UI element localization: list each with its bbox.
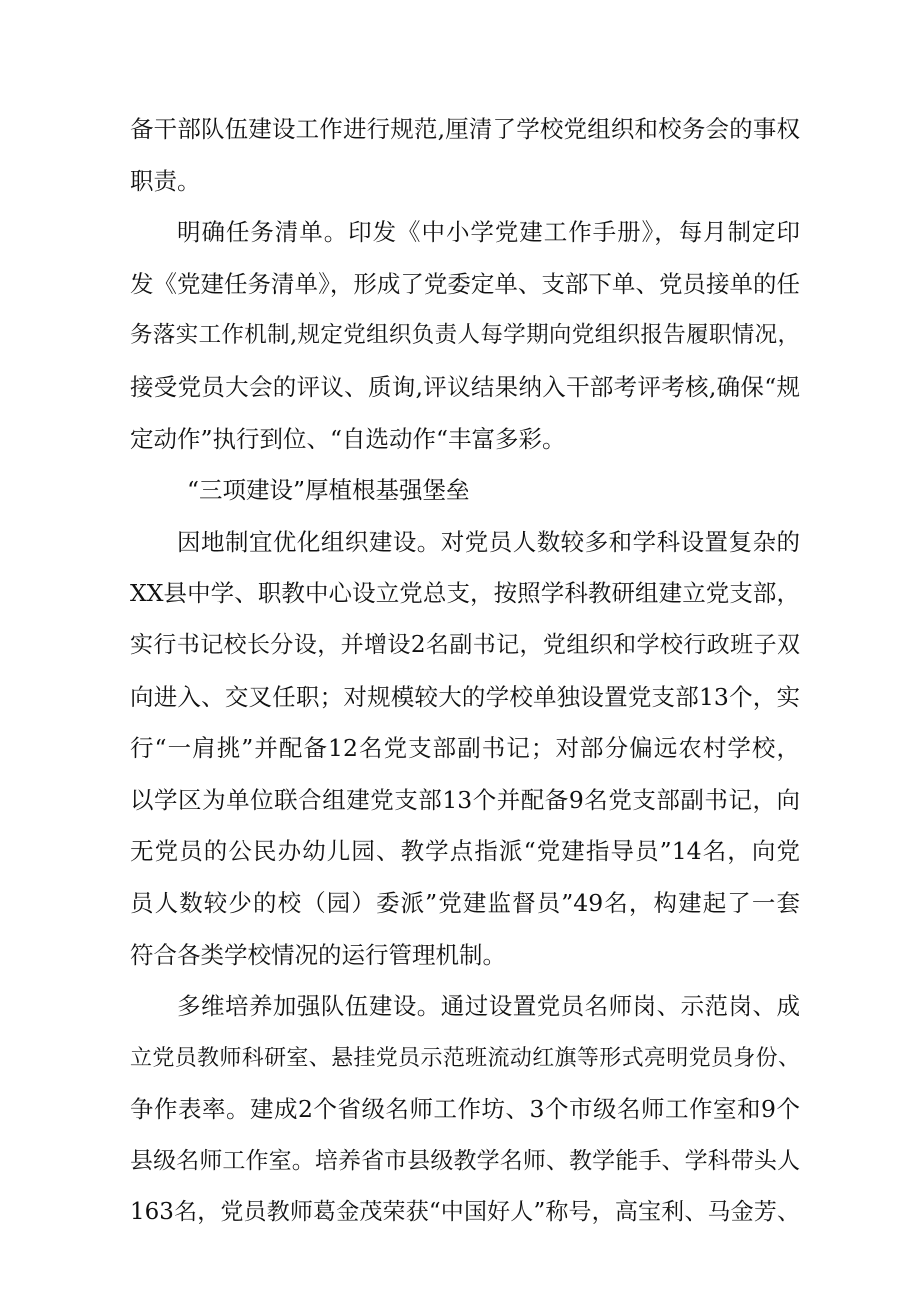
text-line: 向进入、交叉任职；对规模较大的学校单独设置党支部13个，实 bbox=[130, 682, 800, 711]
text-line: XX县中学、职教中心设立党总支，按照学科教研组建立党支部， bbox=[130, 579, 800, 608]
paragraph-start-line: 多维培养加强队伍建设。通过设置党员名师岗、示范岗、成 bbox=[177, 992, 800, 1021]
text-line: 符合各类学校情况的运行管理机制。 bbox=[130, 940, 506, 969]
paragraph-start-line: 因地制宜优化组织建设。对党员人数较多和学科设置复杂的 bbox=[177, 527, 800, 556]
text-line: 职责。 bbox=[130, 166, 201, 195]
text-line: 行“一肩挑”并配备12名党支部副书记；对部分偏远农村学校， bbox=[130, 734, 800, 763]
text-line: 争作表率。建成2个省级名师工作坊、3个市级名师工作室和9个 bbox=[130, 1095, 800, 1124]
text-line: 备干部队伍建设工作进行规范,厘清了学校党组织和校务会的事权 bbox=[130, 115, 800, 143]
text-line: 实行书记校长分设，并增设2名副书记，党组织和学校行政班子双 bbox=[130, 631, 800, 658]
text-line: 员人数较少的校（园）委派”党建监督员”49名，构建起了一套 bbox=[130, 888, 800, 917]
text-line: 县级名师工作室。培养省市县级教学名师、教学能手、学科带头人 bbox=[130, 1147, 800, 1174]
document-body bbox=[130, 104, 800, 1239]
text-line: 以学区为单位联合组建党支部13个并配备9名党支部副书记，向 bbox=[130, 785, 800, 814]
section-heading: “三项建设”厚植根基强堡垒 bbox=[187, 476, 470, 505]
text-line: 无党员的公民办幼儿园、教学点指派“党建指导员”14名，向党 bbox=[130, 837, 800, 866]
text-line: 务落实工作机制,规定党组织负责人每学期向党组织报告履职情况， bbox=[130, 322, 800, 349]
text-line: 立党员教师科研室、悬挂党员示范班流动红旗等形式亮明党员身份、 bbox=[130, 1045, 800, 1071]
text-line: 163名，党员教师葛金茂荣获“中国好人”称号，高宝利、马金芳、 bbox=[130, 1199, 800, 1226]
paragraph-start-line: 明确任务清单。印发《中小学党建工作手册》，每月制定印 bbox=[177, 218, 800, 247]
text-line: 接受党员大会的评议、质询,评议结果纳入干部考评考核,确保“规 bbox=[130, 372, 800, 401]
text-line: 定动作”执行到位、“自选动作“丰富多彩。 bbox=[130, 424, 566, 453]
text-line: 发《党建任务清单》，形成了党委定单、支部下单、党员接单的任 bbox=[130, 269, 800, 298]
